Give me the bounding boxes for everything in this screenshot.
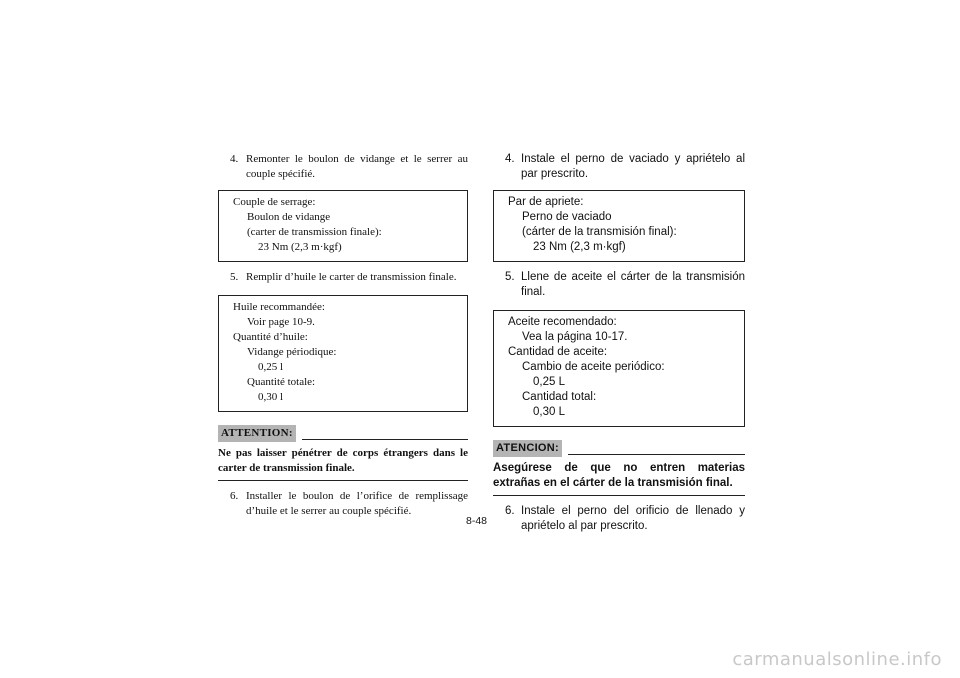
spec-line: Quantité d’huile: (233, 331, 308, 343)
step-text: Instale el perno del orificio de llenado y apriételo al par prescrito. (521, 505, 745, 532)
step-number: 6. (230, 490, 239, 502)
spec-title: Couple de serrage: (233, 196, 316, 208)
spec-line: Vidange périodique: (247, 346, 337, 358)
spec-line: 0,25 l (258, 361, 284, 373)
step-text: Llene de aceite el cárter de la transmisión final. (521, 271, 745, 298)
french-column (218, 152, 468, 519)
spec-line: Cantidad de aceite: (508, 346, 608, 358)
step-6 (493, 504, 745, 534)
spec-line: Voir page 10-9. (247, 316, 315, 328)
step-text: Remplir d’huile le carter de transmission finale. (246, 271, 457, 283)
spec-line: Quantité totale: (247, 376, 316, 388)
notice-label: ATTENTION: (218, 425, 296, 442)
step-4 (218, 152, 468, 182)
spec-line: Vea la página 10-17. (522, 331, 628, 343)
spec-value: 23 Nm (2,3 m·kgf) (533, 241, 626, 253)
notice-label: ATENCION: (493, 440, 562, 457)
step-5 (218, 270, 468, 285)
step-text: Remonter le boulon de vidange et le serrer au couple spécifié. (246, 153, 468, 180)
oil-spec-box (493, 310, 745, 427)
spec-line: Cambio de aceite periódico: (522, 361, 665, 373)
step-6 (218, 489, 468, 519)
spec-line: Cantidad total: (522, 391, 597, 403)
spec-value: 23 Nm (2,3 m·kgf) (258, 241, 342, 253)
spec-item: Boulon de vidange (247, 211, 331, 223)
notice-rule (568, 454, 745, 455)
attention-notice (218, 424, 468, 481)
step-number: 4. (505, 153, 515, 165)
spec-line: 0,30 L (533, 406, 565, 418)
watermark-text: carmanualsonline.info (732, 649, 942, 670)
step-number: 5. (230, 271, 239, 283)
spec-item-sub: (carter de transmission finale): (247, 226, 382, 238)
oil-spec-box (218, 295, 468, 412)
spec-line: Aceite recomendado: (508, 316, 617, 328)
spec-title: Par de apriete: (508, 196, 584, 208)
spec-item: Perno de vaciado (522, 211, 612, 223)
spec-line: 0,25 L (533, 376, 565, 388)
torque-spec-box (218, 190, 468, 262)
spec-line: 0,30 l (258, 391, 284, 403)
step-4 (493, 152, 745, 182)
notice-text: Asegúrese de que no entren materias extrañas en el cárter de la transmisión final. (493, 457, 745, 496)
spanish-column (493, 152, 745, 534)
notice-rule (302, 439, 468, 440)
step-number: 5. (505, 271, 515, 283)
attention-notice (493, 439, 745, 496)
step-5 (493, 270, 745, 300)
step-number: 6. (505, 505, 515, 517)
page-number: 8-48 (466, 515, 488, 527)
spec-item-sub: (cárter de la transmisión final): (522, 226, 677, 238)
torque-spec-box (493, 190, 745, 262)
spec-line: Huile recommandée: (233, 301, 325, 313)
step-text: Installer le boulon de l’orifice de remplissage d’huile et le serrer au couple spécifié. (246, 490, 468, 517)
notice-text: Ne pas laisser pénétrer de corps étrangers dans le carter de transmission finale. (218, 442, 468, 481)
step-number: 4. (230, 153, 239, 165)
step-text: Instale el perno de vaciado y apriételo al par prescrito. (521, 153, 745, 180)
